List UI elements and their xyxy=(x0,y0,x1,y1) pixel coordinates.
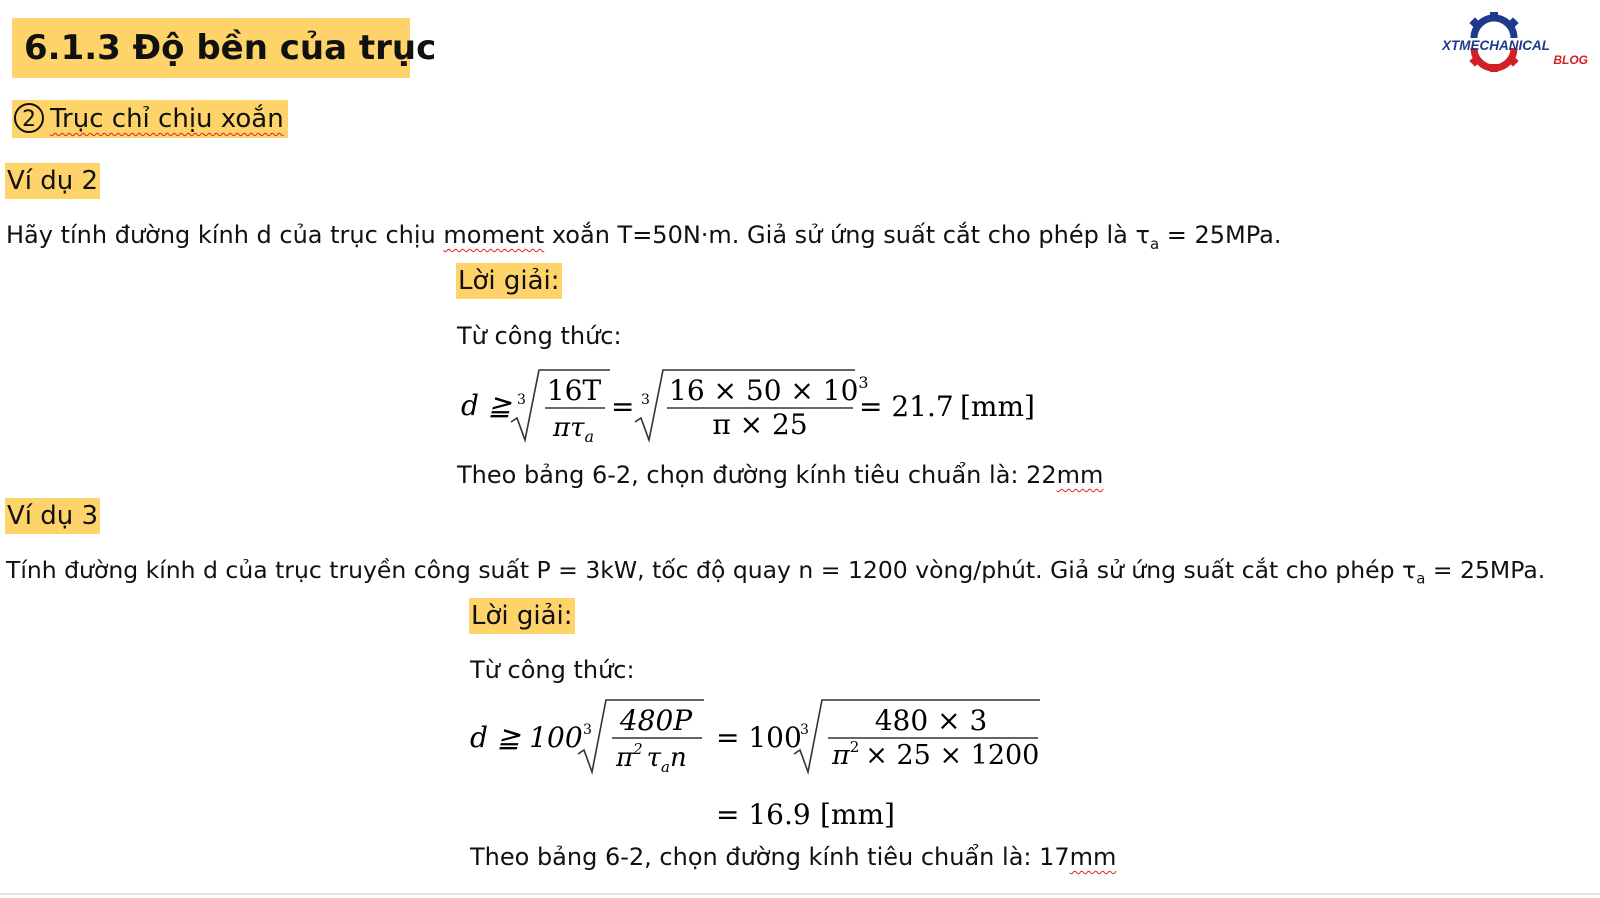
equals-sign: = xyxy=(611,390,635,423)
example-3-conclusion xyxy=(470,840,1116,874)
formula-result: = 21.7 xyxy=(859,390,954,423)
example-3-formula xyxy=(466,692,1066,842)
logo-line2: BLOG xyxy=(1553,53,1588,67)
conclusion-text: Theo bảng 6-2, chọn đường kính tiêu chuẩn là: 22 xyxy=(457,461,1057,489)
equals-with-coefficient: = 100 xyxy=(716,721,802,754)
problem-text: Hãy tính đường kính d của trục chịu xyxy=(6,221,444,249)
bottom-divider xyxy=(0,893,1600,895)
denominator-part: n xyxy=(669,743,687,773)
example-2-problem xyxy=(6,218,1281,261)
example-3-problem xyxy=(6,553,1545,596)
example-3-from-formula: Từ công thức: xyxy=(470,656,635,684)
logo-line1: XTMECHANICAL xyxy=(1442,38,1550,53)
denominator-subscript: a xyxy=(661,758,670,776)
formula-lhs: d ≧ 100 xyxy=(470,721,583,754)
fraction-numerator: 480P xyxy=(619,704,693,737)
problem-subscript: a xyxy=(1416,569,1426,588)
circled-number: 2 xyxy=(14,103,44,133)
example-2-conclusion xyxy=(457,458,1103,492)
denominator-part: π xyxy=(616,743,634,773)
fraction-numerator: 16 × 50 × 10 xyxy=(669,374,859,407)
problem-text: = 25MPa. xyxy=(1425,556,1546,584)
svg-text:π2τan xyxy=(615,740,687,776)
svg-text:π2× 25 × 1200 xyxy=(831,738,1039,771)
svg-text:πτa xyxy=(552,413,594,446)
subtitle xyxy=(12,100,288,138)
section-title xyxy=(12,18,437,78)
numerator-superscript: 3 xyxy=(858,373,869,392)
xtmechanical-logo xyxy=(1442,6,1592,78)
denominator-part: π xyxy=(832,740,850,771)
example-3-solution-label: Lời giải: xyxy=(469,598,575,634)
problem-subscript: a xyxy=(1149,234,1160,253)
fraction-denominator: πτ xyxy=(553,413,585,443)
formula-result: = 16.9 xyxy=(716,798,811,831)
problem-text: = 25MPa. xyxy=(1159,221,1282,249)
root-index: 3 xyxy=(583,722,592,738)
formula-unit: [mm] xyxy=(960,390,1035,423)
denominator-superscript: 2 xyxy=(849,738,860,756)
fraction-denominator: π × 25 xyxy=(712,408,808,441)
root-index: 3 xyxy=(517,392,526,408)
formula-unit: [mm] xyxy=(820,798,895,831)
root-index: 3 xyxy=(641,392,650,408)
svg-text:16 × 50 × 103 xyxy=(669,373,869,407)
conclusion-underlined: mm xyxy=(1056,461,1104,489)
formula-lhs: d ≧ xyxy=(461,389,512,422)
example-2-solution-label: Lời giải: xyxy=(456,263,562,299)
fraction-numerator: 16T xyxy=(546,374,602,407)
denominator-part: τ xyxy=(646,743,662,773)
problem-text: Tính đường kính d của trục truyền công suất P = 3kW, tốc độ quay n = 1200 vòng/phút. Giả sử ứng suất cắt cho phép τ xyxy=(6,556,1417,584)
denominator-subscript: a xyxy=(584,427,595,446)
conclusion-underlined: mm xyxy=(1069,843,1117,871)
problem-underlined: moment xyxy=(443,221,545,249)
example-2-label: Ví dụ 2 xyxy=(5,163,100,199)
root-index: 3 xyxy=(800,722,809,738)
example-3-label: Ví dụ 3 xyxy=(5,498,100,534)
denominator-superscript: 2 xyxy=(633,740,643,758)
example-2-from-formula: Từ công thức: xyxy=(457,322,622,350)
conclusion-text: Theo bảng 6-2, chọn đường kính tiêu chuẩn là: 17 xyxy=(470,843,1070,871)
subtitle-text: Trục chỉ chịu xoắn xyxy=(50,104,284,134)
section-title-text: 6.1.3 Độ bền của trục xyxy=(24,28,437,68)
example-2-formula xyxy=(455,362,1055,456)
denominator-part: × 25 × 1200 xyxy=(865,740,1040,771)
gear-icon xyxy=(1442,6,1592,78)
problem-text: xoắn T=50N·m. Giả sử ứng suất cắt cho phép là τ xyxy=(544,221,1150,249)
fraction-numerator: 480 × 3 xyxy=(874,704,988,737)
